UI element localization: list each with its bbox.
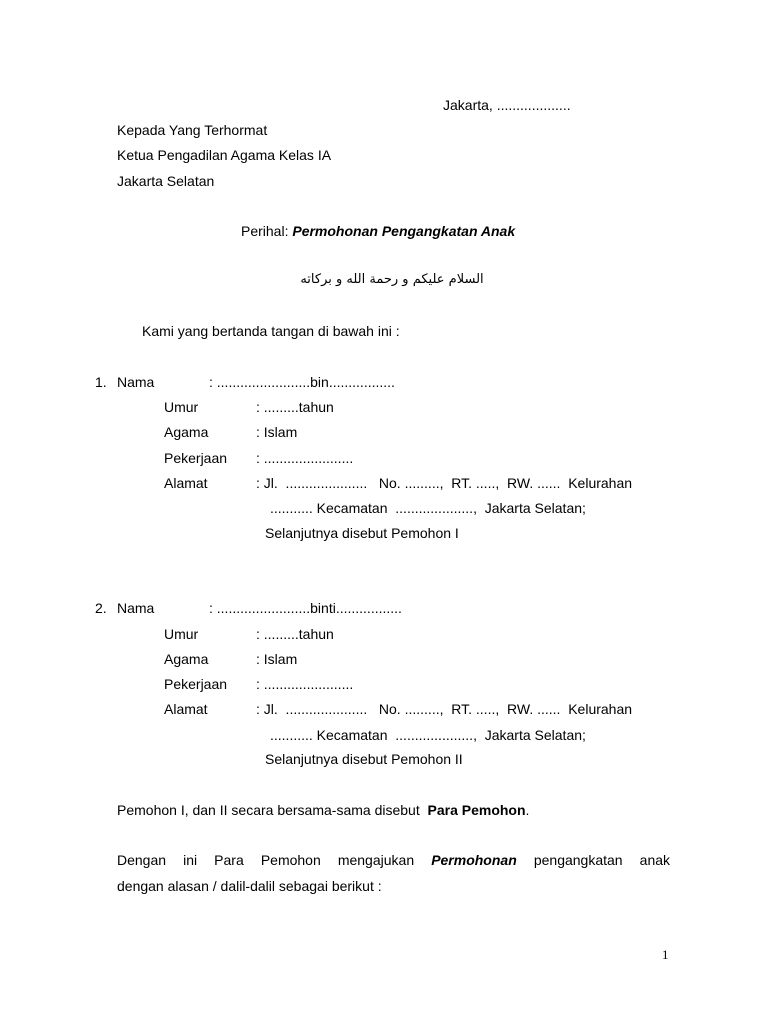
applicant-1-job-label: Pekerjaan: [164, 450, 228, 466]
joint-statement: [117, 801, 529, 819]
subject-line: [241, 222, 515, 240]
applicant-1-age-value: : .........tahun: [256, 399, 334, 415]
page-number: 1: [662, 947, 669, 962]
applicant-2-address-line-1: : Jl. ..................... No. ........., RT. ....., RW. ...... Kelurahan: [256, 701, 633, 717]
applicant-1-religion-label: Agama: [164, 424, 209, 440]
place-date: Jakarta, ...................: [443, 97, 571, 113]
applicant-2-job-label: Pekerjaan: [164, 676, 228, 692]
applicant-2-number: 2.: [95, 600, 107, 616]
applicant-2-job-value: : .......................: [256, 676, 354, 692]
request-part-2: pengangkatan anak: [533, 852, 671, 868]
request-part-1: Dengan ini Para Pemohon mengajukan: [117, 852, 415, 868]
subject-label: Perihal:: [241, 223, 289, 239]
applicant-2-religion-label: Agama: [164, 651, 209, 667]
applicant-2-designation: Selanjutnya disebut Pemohon II: [265, 751, 463, 767]
applicant-1-name-label: Nama: [117, 374, 155, 390]
request-emphasis: Permohonan: [431, 852, 517, 868]
applicant-2-age-label: Umur: [164, 626, 199, 642]
request-line-1: [117, 851, 670, 869]
intro-text: Kami yang bertanda tangan di bawah ini :: [142, 323, 400, 339]
applicant-1-address-label: Alamat: [164, 475, 208, 491]
applicant-2-religion-value: : Islam: [256, 651, 298, 667]
joint-emphasis: Para Pemohon: [427, 802, 526, 818]
applicant-1-address-line-2: ........... Kecamatan ...................., Jakarta Selatan;: [270, 500, 586, 516]
applicant-1-address-line-1: : Jl. ..................... No. ........., RT. ....., RW. ...... Kelurahan: [256, 475, 633, 491]
applicant-2-address-label: Alamat: [164, 701, 208, 717]
applicant-1-designation: Selanjutnya disebut Pemohon I: [265, 525, 459, 541]
request-line-2: dengan alasan / dalil-dalil sebagai berikut :: [117, 878, 382, 894]
joint-end: .: [525, 802, 530, 818]
recipient-line-3: Jakarta Selatan: [117, 173, 215, 189]
recipient-line-1: Kepada Yang Terhormat: [117, 122, 268, 138]
applicant-2-name-value: : ........................binti.................: [209, 600, 402, 616]
applicant-1-number: 1.: [95, 374, 107, 390]
arabic-greeting: السلام عليكم و رحمة الله و بركاته: [300, 272, 484, 287]
applicant-1-religion-value: : Islam: [256, 424, 298, 440]
applicant-2-address-line-2: ........... Kecamatan ...................., Jakarta Selatan;: [270, 727, 586, 743]
applicant-2-age-value: : .........tahun: [256, 626, 334, 642]
applicant-1-name-value: : ........................bin.................: [209, 374, 395, 390]
applicant-1-age-label: Umur: [164, 399, 199, 415]
subject-value: Permohonan Pengangkatan Anak: [292, 223, 516, 239]
recipient-line-2: Ketua Pengadilan Agama Kelas IA: [117, 147, 332, 163]
applicant-2-name-label: Nama: [117, 600, 155, 616]
applicant-1-job-value: : .......................: [256, 450, 354, 466]
joint-text: Pemohon I, dan II secara bersama-sama disebut: [117, 802, 420, 818]
